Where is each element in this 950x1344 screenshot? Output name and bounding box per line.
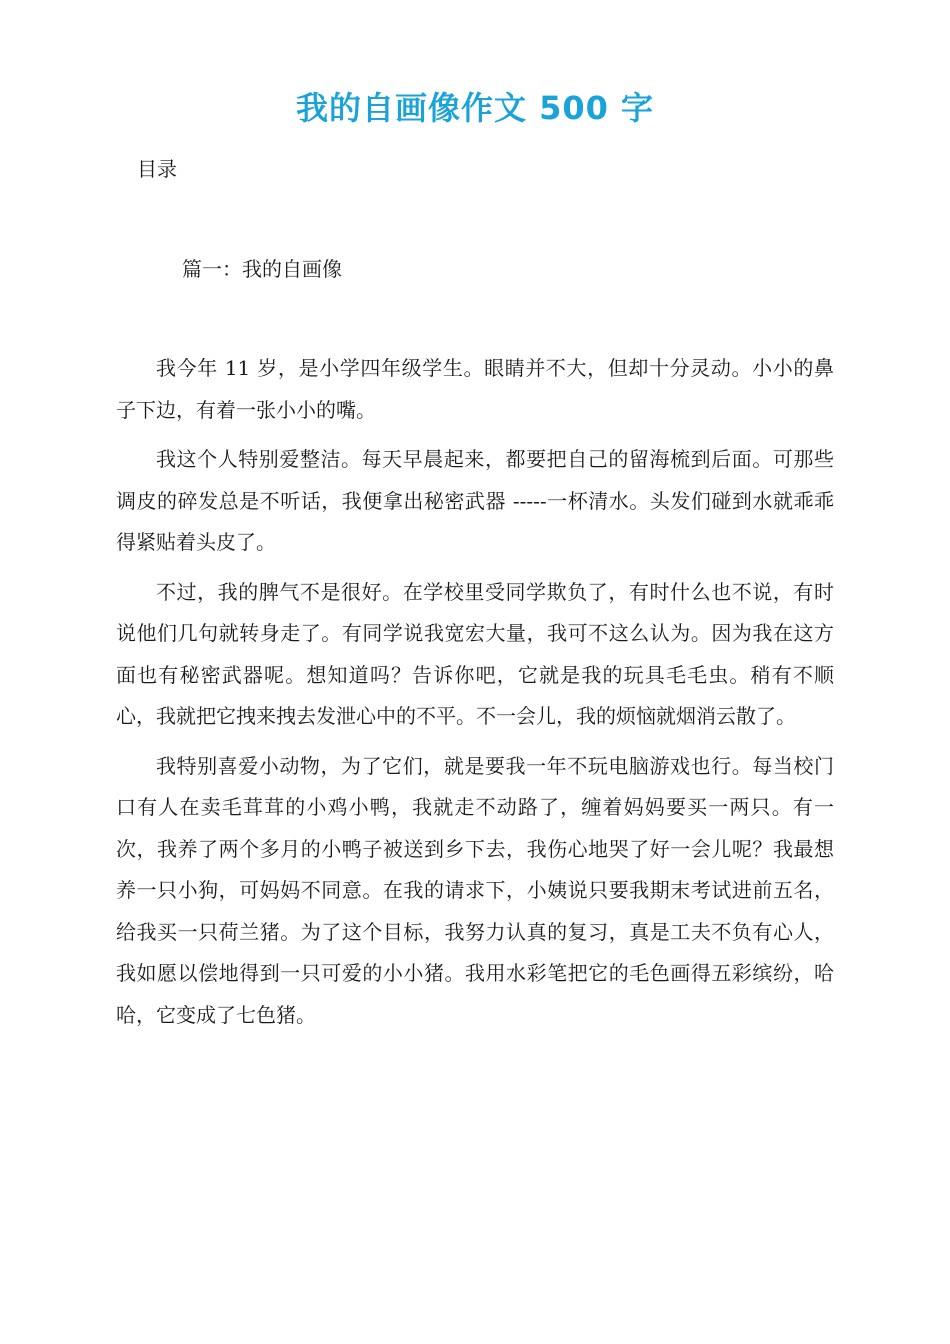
toc-label: 目录 <box>137 157 177 181</box>
essay-body <box>116 348 834 1044</box>
document-title: 我的自画像作文 500 字 <box>295 89 655 127</box>
paragraph: 我今年 11 岁，是小学四年级学生。眼睛并不大，但却十分灵动。小小的鼻子下边，有着一张小小的嘴。 <box>116 356 834 422</box>
paragraph: 不过，我的脾气不是很好。在学校里受同学欺负了，有时什么也不说，有时说他们几句就转身走了。有同学说我宽宏大量，我可不这么认为。因为我在这方面也有秘密武器呢。想知道吗？告诉你吧，它就是我的玩具毛毛虫。稍有不顺心，我就把它拽来拽去发泄心中的不平。不一会儿，我的烦恼就烟消云散了。 <box>116 579 834 728</box>
paragraph: 我这个人特别爱整洁。每天早晨起来，都要把自己的留海梳到后面。可那些调皮的碎发总是不听话，我便拿出秘密武器 -----一杯清水。头发们碰到水就乖乖得紧贴着头皮了。 <box>116 447 834 554</box>
section-heading: 篇一：我的自画像 <box>182 257 342 281</box>
paragraph: 我特别喜爱小动物，为了它们，就是要我一年不玩电脑游戏也行。每当校门口有人在卖毛茸茸的小鸡小鸭，我就走不动路了，缠着妈妈要买一两只。有一次，我养了两个多月的小鸭子被送到乡下去，我伤心地哭了好一会儿呢？我最想养一只小狗，可妈妈不同意。在我的请求下，小姨说只要我期末考试进前五名，给我买一只荷兰猪。为了这个目标，我努力认真的复习，真是工夫不负有心人，我如愿以偿地得到一只可爱的小小猪。我用水彩笔把它的毛色画得五彩缤纷，哈哈，它变成了七色猪。 <box>116 753 834 1027</box>
